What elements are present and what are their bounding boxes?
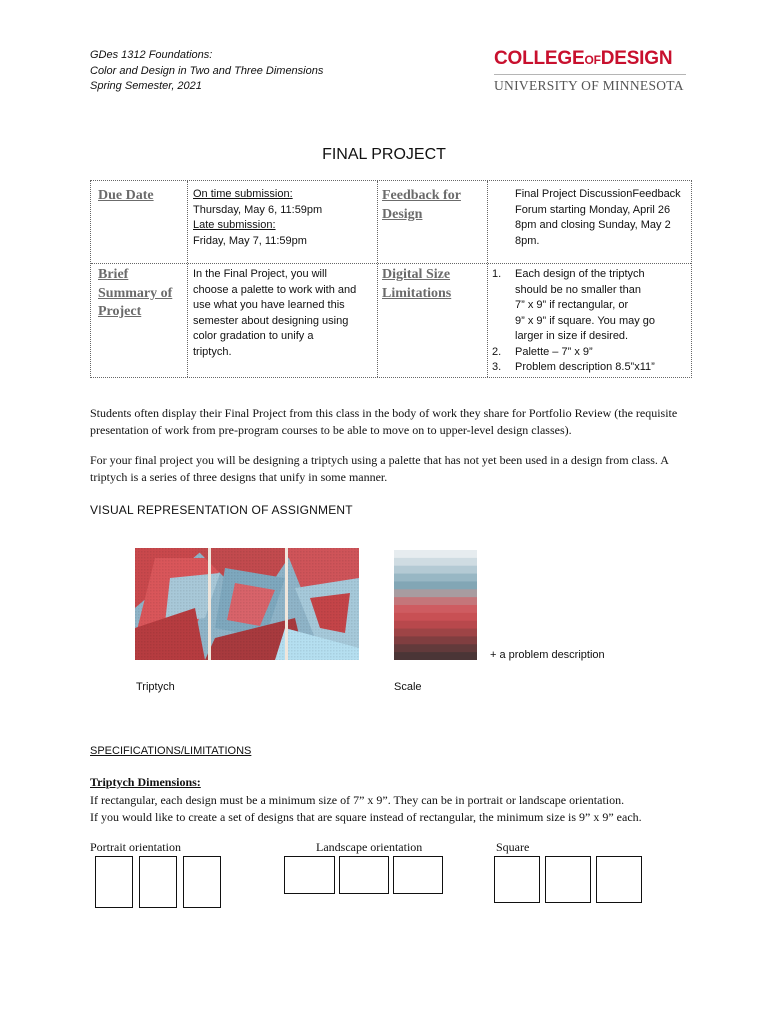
list-item: 1. Each design of the triptych should be no smaller than 7” x 9” if rectangular, or 9” x 9” if square. You may go larger in size if desired. [492,268,656,342]
scale-image [394,550,477,660]
square-box [494,856,540,903]
list-item: 2. Palette – 7” x 9” [492,345,593,358]
scale-band [394,597,477,605]
problem-description-caption: + a problem description [490,649,605,661]
scale-band [394,550,477,558]
course-line: Color and Design in Two and Three Dimensions [90,64,324,77]
specs-subheading: Triptych Dimensions: [90,775,201,789]
scale-band [394,644,477,652]
triptych-divider [208,548,211,660]
size-limits-label: Digital Size Limitations [382,267,452,301]
square-box [596,856,642,903]
summary-value: In the Final Project, you will choose a palette to work with and use what you have learned this semester about designing using color gradation to unify a triptych. [193,268,357,358]
portrait-label: Portrait orientation [90,840,181,854]
table-divider [91,263,691,264]
scale-band [394,629,477,637]
scale-band [394,636,477,644]
scale-band [394,566,477,574]
table-divider [377,181,378,377]
due-date-value: On time submission: Thursday, May 6, 11:59pm Late submission: Friday, May 7, 11:59pm [193,188,323,247]
course-line: Spring Semester, 2021 [90,80,202,92]
landscape-box [339,856,389,894]
scale-band [394,613,477,621]
triptych-paragraph: For your final project you will be designing a triptych using a palette that has not yet been used in a design from class. A triptych is a series of three designs that unify in some manner. [90,453,669,484]
logo-college-of-design: COLLEGEOFDESIGN [494,48,673,69]
portrait-box [95,856,133,908]
list-item: 3. Problem description 8.5”x11” [492,361,655,373]
square-label: Square [496,840,530,854]
info-table [90,180,692,378]
portrait-box [183,856,221,908]
specs-text: If rectangular, each design must be a minimum size of 7” x 9”. They can be in portrait or landscape orientation. If you would like to create a set of designs that are square instead of rectangular, the minimum size is 9” x 9” each. [90,793,642,824]
scale-band [394,652,477,660]
portfolio-paragraph: Students often display their Final Project from this class in the body of work they share for Portfolio Review (the requisite presentation of work from pre-program courses to be able to move on to upper-level design classes). [90,406,678,437]
landscape-label: Landscape orientation [316,840,423,854]
page-title: FINAL PROJECT [322,146,446,163]
landscape-box [393,856,443,894]
triptych-divider [285,548,288,660]
summary-label: Brief Summary of Project [98,267,173,319]
logo-university: UNIVERSITY OF MINNESOTA [494,78,684,93]
scale-band [394,574,477,582]
landscape-box [284,856,335,894]
scale-band [394,581,477,589]
logo-divider [494,74,686,75]
feedback-value: Final Project DiscussionFeedback Forum starting Monday, April 26 8pm and closing Sunday, May 2 8pm. [515,188,681,247]
table-divider [187,181,188,377]
scale-band [394,589,477,597]
scale-band [394,558,477,566]
triptych-image [135,548,359,660]
scale-band [394,621,477,629]
course-line: GDes 1312 Foundations: [90,49,213,61]
college-of-design-logo [494,48,686,94]
visual-heading: VISUAL REPRESENTATION OF ASSIGNMENT [90,503,353,517]
portrait-box [139,856,177,908]
triptych-caption: Triptych [136,681,175,693]
scale-caption: Scale [394,681,422,693]
square-box [545,856,591,903]
size-limits-list [488,267,688,376]
due-date-label: Due Date [98,188,154,203]
specs-heading: SPECIFICATIONS/LIMITATIONS [90,745,252,757]
course-info [90,48,323,95]
scale-band [394,605,477,613]
feedback-label: Feedback for Design [382,188,461,222]
